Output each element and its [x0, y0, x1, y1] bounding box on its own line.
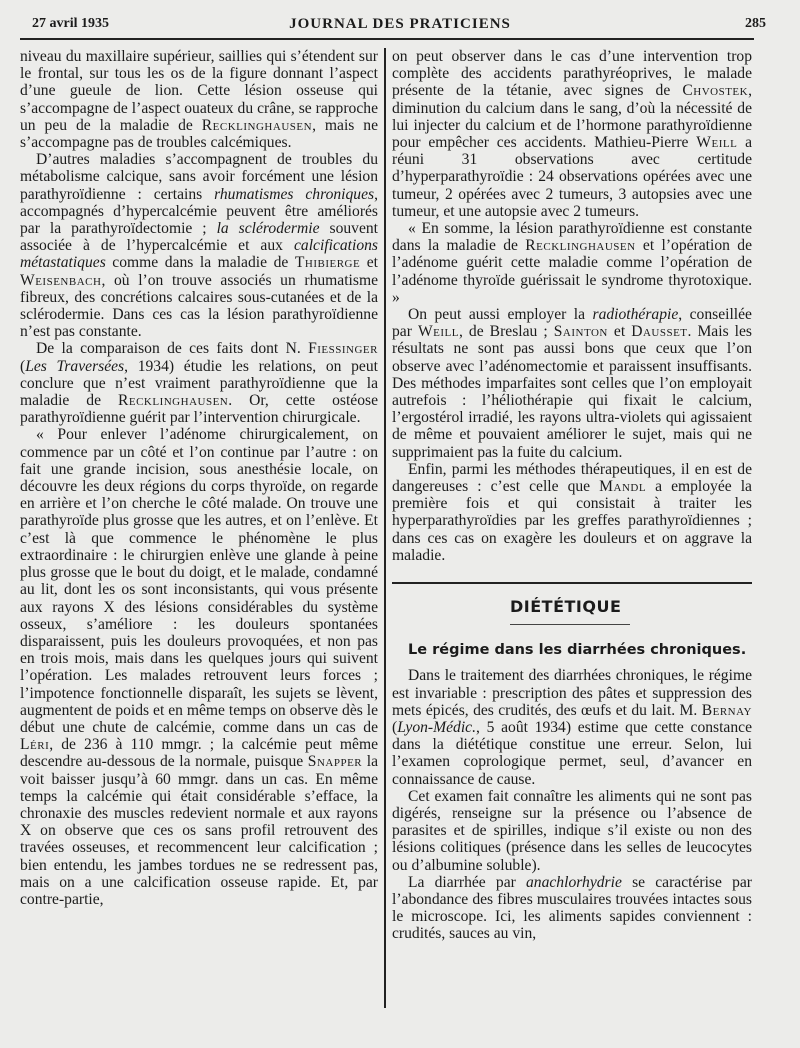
column-divider	[384, 48, 386, 1008]
author-name: Weisenbach	[20, 271, 102, 289]
author-name: Recklinghausen	[201, 116, 313, 134]
author-name: Léri	[20, 736, 50, 754]
journal-title: JOURNAL DES PRATICIENS	[289, 16, 511, 32]
paragraph: niveau du maxillaire supérieur, saillies qui s’étendent sur le frontal, sur tous les os de la figure donnant l’aspect d’une gueule de lion. Cette lésion osseuse qui s’accompagne de l’aspect ouateux du crâne, se rapproche un peu de la maladie de Recklinghausen, mais ne s’accompagne pas de troubles calcémiques.	[20, 48, 378, 152]
page-header	[0, 14, 800, 34]
paragraph: On peut aussi employer la radiothérapie, conseillée par Weill, de Breslau ; Sainton et Dausset. Mais les résultats ne sont pas aussi bons que ceux que l’on observe avec l’adénomectomie et paraissent insuffisants. Des méthodes imparfaites sont celles que l’on employait autrefois : l’héliothérapie qui fixait le calcium, l’ergostérol irradié, les rayons ultra-violets qui agissaient de même et pouvaient améliorer le sujet, mais qui ne supprimaient pas la fuite du calcium.	[392, 306, 752, 461]
paragraph: De la comparaison de ces faits dont N. Fiessinger (Les Traversées, 1934) étudie les relations, on peut conclure que n’est vraiment parathyroïdienne que la maladie de Recklinghausen. Or, cette ostéose parathyroïdienne guérit par l’intervention chirurgicale.	[20, 340, 379, 427]
author-name: Mandl	[599, 478, 647, 496]
paragraph: « En somme, la lésion parathyroïdienne est constante dans la maladie de Recklinghausen et l’opération de l’adénome guérit cette maladie comme l’opération de l’adénome thyroïde guérissait le syndrome thyrotoxique. »	[392, 220, 752, 306]
author-name: Bernay	[701, 701, 752, 719]
header-rule	[20, 38, 754, 40]
section-underline	[510, 624, 630, 625]
author-name: Chvostek	[682, 82, 749, 100]
author-name: Sainton	[553, 323, 608, 341]
left-column	[20, 48, 378, 908]
author-name: Weill	[417, 323, 459, 341]
paragraph: Cet examen fait connaître les aliments qui ne sont pas digérés, renseigne sur la présence ou l’absence de parasites et de spirilles, indique s’il existe ou non des lésions colitiques (présence dans les selles de leucocytes ou d’albumine soluble).	[392, 787, 752, 874]
paragraph: La diarrhée par anachlorhydrie se caractérise par l’abondance des fibres musculaires trouvées intactes sous le microscope. Ici, les aliments sapides conviennent : crudités, sauces au vin,	[392, 873, 752, 943]
issue-date: 27 avril 1935	[32, 16, 109, 31]
page-number: 285	[745, 16, 766, 31]
author-name: Dausset	[631, 323, 688, 341]
author-name: Recklinghausen	[525, 237, 636, 255]
paragraph: « Pour enlever l’adénome chirurgicalement, on commence par un côté et l’on continue par l’autre : on fait une grande incision, sous anesthésie locale, on découvre les deux régions du corps thyroïde, on regarde en arrière et l’on cherche le côté malade. On trouve une parathyroïde plus grosse que les autres, et on l’enlève. Et c’est là que commence le phénomène le plus extraordinaire : le chirurgien enlève une glande à peine plus grosse que le bout du doigt, et le malade, condamné au lit, dont les os sont inconsistants, qui vous présente aux rayons X des lésions considérables du système osseux, s’améliore : les douleurs spontanées disparaissent, puis les douleurs provoquées, et non pas en trois mois, mais dans les quelques jours qui suivent l’opération. Les malades retrouvent leurs forces ; l’impotence fonctionnelle disparaît, les sujets se lèvent, augmentent de poids et en même temps on observe dès le début une chute de calcémie, comme dans un cas de Léri, de 236 à 110 mmgr. ; la calcémie peut même descendre au-dessous de la normale, puisque Snapper la voit baisser jusqu’à 60 mmgr. dans un cas. En même temps la calcémie qui était considérable s’efface, la chronaxie des muscles redevient normale et aux rayons X on observe que ces os sans profil retrouvent des travées osseuses, et recommencent leur calcification ; bien entendu, les jambes tordues ne se redressent pas, mais on a une calcification osseuse rapide. Et, par contre-partie,	[20, 426, 378, 908]
author-name: Weill	[696, 134, 738, 152]
author-name: Snapper	[307, 753, 363, 771]
author-name: Fiessinger	[308, 340, 378, 358]
section-heading-block	[392, 582, 752, 634]
author-name: Thibierge	[294, 254, 361, 272]
paragraph: D’autres maladies s’accompagnent de troubles du métabolisme calcique, sans avoir forcément une lésion parathyroïdienne : certains rhumatismes chroniques, accompagnés d’hypercalcémie peuvent être améliorés par la parathyroïdectomie ; la sclérodermie souvent associée à de l’hypercalcémie et aux calcifications métastatiques comme dans la maladie de Thibierge et Weisenbach, où l’on trouve associés un rhumatisme fibreux, des concrétions calcaires sous-cutanées et de la sclérodermie. Dans ces cas la lésion parathyroïdienne n’est pas constante.	[20, 151, 379, 341]
paragraph: on peut observer dans le cas d’une intervention trop complète des accidents parathyréoprives, le malade présente de la tétanie, avec signes de Chvostek, diminution du calcium dans le sang, d’où la nécessité de lui injecter du calcium et de l’hormone parathyroïdienne pour empêcher ces accidents. Mathieu-Pierre Weill a réuni 31 observations avec certitude d’hyperparathyroïdie : 24 observations opérées avec une tumeur, 2 opérées avec 2 tumeurs, 3 autopsies avec une tumeur, et une autopsie avec 2 tumeurs.	[392, 48, 753, 220]
article-subheading: Le régime dans les diarrhées chroniques.	[408, 642, 747, 659]
paragraph: Enfin, parmi les méthodes thérapeutiques, il en est de dangereuses : c’est celle que Mandl a employée la première fois et qui consistait à traiter les hyperparathyroïdies par les greffes parathyroïdiennes ; dans ces cas on exagère les douleurs et on aggrave la maladie.	[392, 460, 752, 564]
right-column	[392, 48, 752, 943]
section-title: DIÉTÉTIQUE	[510, 597, 622, 617]
author-name: Recklinghausen	[117, 392, 229, 410]
paragraph: Dans le traitement des diarrhées chroniques, le régime est invariable : prescription des pâtes et suppression des mets épicés, des crudités, des œufs et du lait. M. Bernay (Lyon-Médic., 5 août 1934) estime que cette constance dans la diététique constitue une erreur. Selon, lui l’examen coprologique permet, seul, d’avancer en connaissance de cause.	[392, 667, 752, 788]
